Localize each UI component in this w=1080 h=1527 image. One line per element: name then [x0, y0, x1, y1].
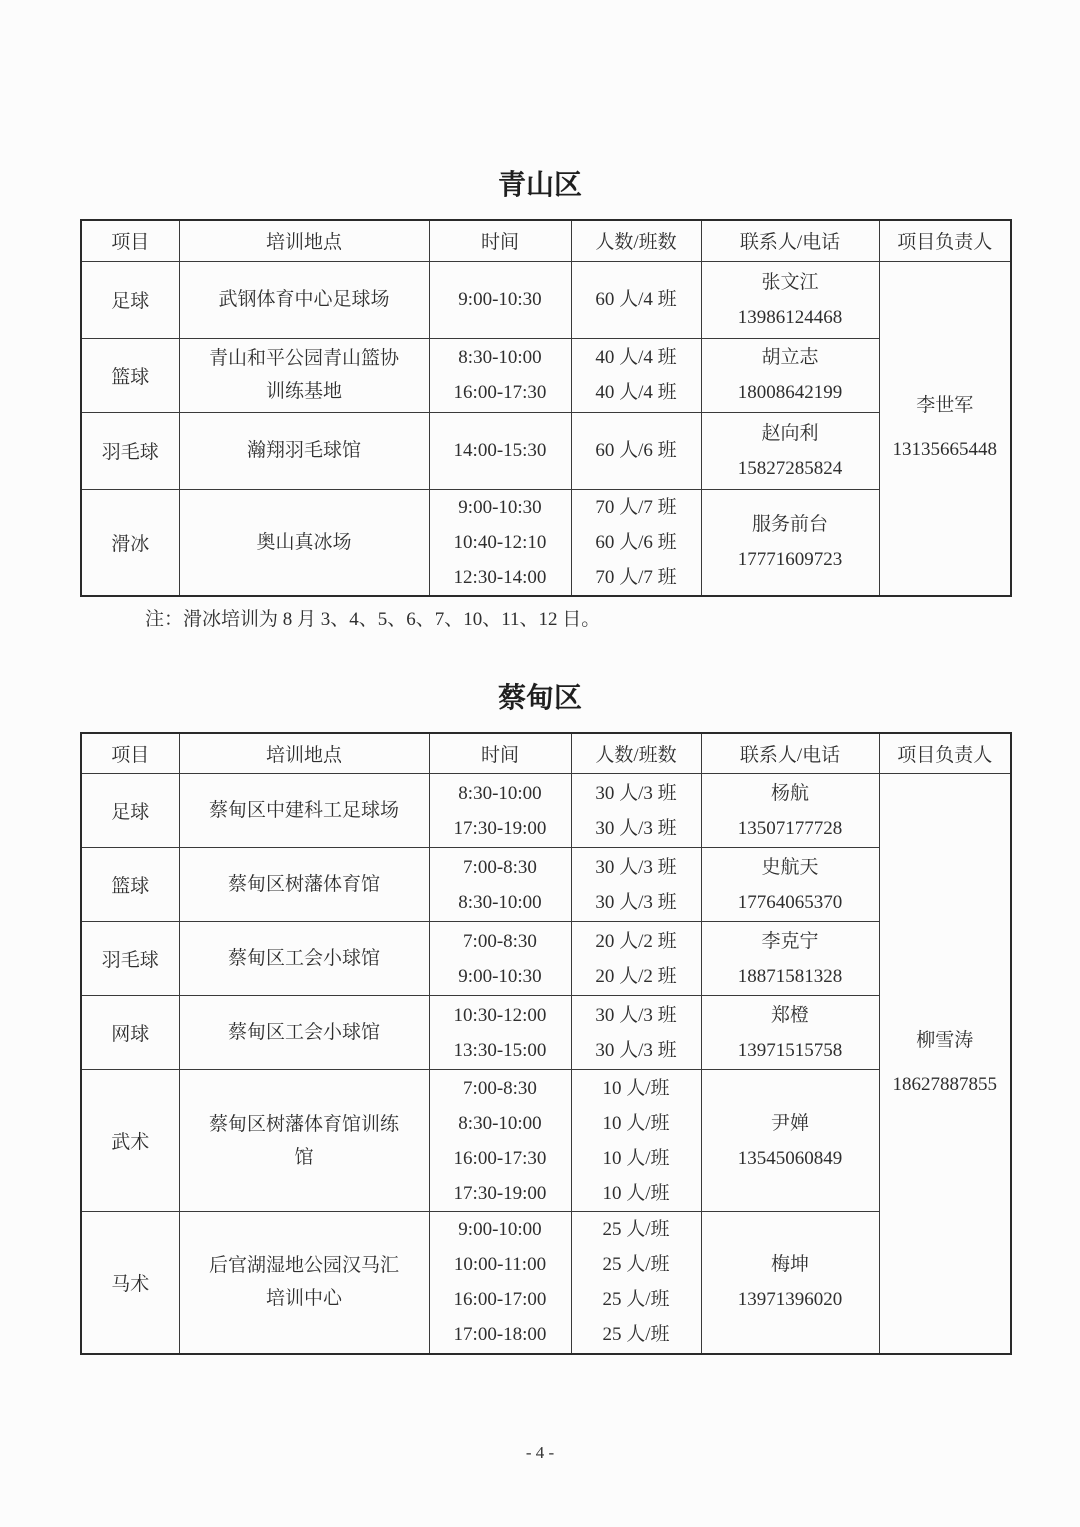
column-header: 联系人/电话 — [701, 220, 879, 261]
contact-cell — [701, 489, 879, 596]
skating-schedule-note: 注：滑冰培训为 8 月 3、4、5、6、7、10、11、12 日。 — [145, 608, 601, 630]
time-cell — [429, 774, 571, 848]
contact-phone: 15827285824 — [737, 457, 843, 479]
location-cell: 蔡甸区树藩体育馆训练馆 — [179, 1070, 429, 1212]
session-capacity: 20 人/2 班 — [595, 930, 677, 952]
contact-cell — [701, 774, 879, 848]
header-row — [81, 733, 1011, 774]
session-time: 7:00-8:30 — [463, 930, 537, 952]
project-cell: 马术 — [81, 1212, 179, 1354]
session-capacity: 60 人/6 班 — [595, 531, 677, 553]
location-cell: 青山和平公园青山篮协训练基地 — [179, 338, 429, 412]
session-capacity: 70 人/7 班 — [595, 566, 677, 588]
column-header: 项目 — [81, 733, 179, 774]
table-row — [81, 338, 1011, 412]
time-cell — [429, 489, 571, 596]
session-time: 16:00-17:30 — [453, 1147, 547, 1169]
page-number: - 4 - — [525, 1442, 555, 1462]
capacity-cell — [571, 338, 701, 412]
contact-name: 史航天 — [761, 856, 819, 878]
session-capacity: 40 人/4 班 — [595, 382, 677, 403]
contact-name: 李克宁 — [761, 930, 819, 952]
contact-phone: 13971396020 — [737, 1289, 843, 1311]
leader-name: 柳雪涛 — [916, 1030, 974, 1052]
session-capacity: 25 人/班 — [602, 1219, 670, 1241]
session-capacity: 25 人/班 — [602, 1254, 670, 1276]
time-cell — [429, 848, 571, 922]
session-capacity: 30 人/3 班 — [595, 782, 677, 804]
leader-name: 李世军 — [916, 395, 974, 416]
project-cell: 网球 — [81, 996, 179, 1070]
session-time: 8:30-10:00 — [458, 891, 542, 913]
contact-name: 服务前台 — [751, 514, 828, 535]
session-capacity: 70 人/7 班 — [595, 496, 677, 518]
session-time: 17:30-19:00 — [453, 817, 547, 839]
table-row — [81, 412, 1011, 489]
contact-cell — [701, 848, 879, 922]
session-capacity: 25 人/班 — [602, 1289, 670, 1311]
project-cell: 羽毛球 — [81, 922, 179, 996]
contact-phone: 13507177728 — [737, 817, 843, 839]
session-capacity: 40 人/4 班 — [595, 347, 677, 368]
contact-phone: 13986124468 — [737, 306, 843, 328]
session-time: 9:00-10:30 — [458, 496, 542, 518]
column-header: 培训地点 — [179, 733, 429, 774]
session-time: 16:00-17:30 — [453, 382, 547, 403]
district-section-qingshan — [0, 168, 1080, 633]
session-time: 13:30-15:00 — [453, 1039, 547, 1061]
header-row — [81, 220, 1011, 261]
session-time: 9:00-10:00 — [458, 1219, 542, 1241]
session-capacity: 30 人/3 班 — [595, 1039, 677, 1061]
column-header: 项目负责人 — [879, 733, 1011, 774]
capacity-cell — [571, 922, 701, 996]
session-time: 9:00-10:30 — [458, 289, 542, 310]
session-capacity: 10 人/班 — [602, 1147, 670, 1169]
time-cell — [429, 261, 571, 338]
session-time: 8:30-10:00 — [458, 1112, 542, 1134]
table-row — [81, 774, 1011, 848]
time-cell — [429, 1070, 571, 1212]
session-capacity: 30 人/3 班 — [595, 1004, 677, 1026]
location-cell: 奥山真冰场 — [179, 489, 429, 596]
capacity-cell — [571, 996, 701, 1070]
session-time: 10:40-12:10 — [453, 531, 547, 553]
time-cell — [429, 996, 571, 1070]
leader-phone: 18627887855 — [892, 1074, 997, 1096]
session-time: 7:00-8:30 — [463, 856, 537, 878]
contact-phone: 17764065370 — [737, 891, 843, 913]
time-cell — [429, 338, 571, 412]
capacity-cell — [571, 774, 701, 848]
table-row — [81, 1070, 1011, 1212]
project-cell: 足球 — [81, 261, 179, 338]
session-time: 16:00-17:00 — [453, 1289, 547, 1311]
session-capacity: 60 人/6 班 — [595, 440, 677, 461]
contact-name: 胡立志 — [761, 347, 819, 368]
location-cell: 蔡甸区工会小球馆 — [179, 922, 429, 996]
session-time: 12:30-14:00 — [453, 566, 547, 588]
table-row — [81, 996, 1011, 1070]
capacity-cell — [571, 1212, 701, 1354]
capacity-cell — [571, 489, 701, 596]
table-row — [81, 489, 1011, 596]
session-capacity: 30 人/3 班 — [595, 891, 677, 913]
session-capacity: 60 人/4 班 — [595, 289, 677, 310]
column-header: 时间 — [429, 220, 571, 261]
contact-cell — [701, 261, 879, 338]
column-header: 项目负责人 — [879, 220, 1011, 261]
contact-cell — [701, 338, 879, 412]
session-time: 17:30-19:00 — [453, 1182, 547, 1204]
capacity-cell — [571, 1070, 701, 1212]
district-title-caidian: 蔡甸区 — [497, 682, 582, 714]
column-header: 培训地点 — [179, 220, 429, 261]
contact-phone: 18008642199 — [737, 382, 843, 403]
district-title-qingshan: 青山区 — [497, 170, 582, 201]
column-header: 人数/班数 — [571, 220, 701, 261]
table-row — [81, 848, 1011, 922]
leader-cell — [879, 261, 1011, 596]
session-time: 14:00-15:30 — [453, 440, 547, 461]
location-cell: 瀚翔羽毛球馆 — [179, 412, 429, 489]
session-capacity: 25 人/班 — [602, 1324, 670, 1346]
session-capacity: 10 人/班 — [602, 1112, 670, 1134]
table-row — [81, 261, 1011, 338]
column-header: 人数/班数 — [571, 733, 701, 774]
time-cell — [429, 1212, 571, 1354]
column-header: 项目 — [81, 220, 179, 261]
session-capacity: 30 人/3 班 — [595, 856, 677, 878]
contact-cell — [701, 1212, 879, 1354]
contact-phone: 13545060849 — [737, 1147, 843, 1169]
session-time: 8:30-10:00 — [458, 782, 542, 804]
contact-name: 梅坤 — [770, 1254, 809, 1276]
contact-name: 尹婵 — [770, 1112, 809, 1134]
contact-cell — [701, 1070, 879, 1212]
location-cell: 武钢体育中心足球场 — [179, 261, 429, 338]
table-row — [81, 922, 1011, 996]
time-cell — [429, 412, 571, 489]
location-cell: 后官湖湿地公园汉马汇培训中心 — [179, 1212, 429, 1354]
project-cell: 羽毛球 — [81, 412, 179, 489]
capacity-cell — [571, 848, 701, 922]
project-cell: 篮球 — [81, 848, 179, 922]
session-capacity: 20 人/2 班 — [595, 965, 677, 987]
session-time: 17:00-18:00 — [453, 1324, 547, 1346]
location-cell: 蔡甸区中建科工足球场 — [179, 774, 429, 848]
column-header: 联系人/电话 — [701, 733, 879, 774]
session-time: 10:30-12:00 — [453, 1004, 547, 1026]
district-section-caidian — [0, 681, 1080, 1355]
project-cell: 武术 — [81, 1070, 179, 1212]
session-time: 9:00-10:30 — [458, 965, 542, 987]
contact-phone: 13971515758 — [737, 1039, 843, 1061]
contact-name: 杨航 — [770, 782, 809, 804]
session-time: 7:00-8:30 — [463, 1077, 537, 1099]
contact-name: 郑橙 — [770, 1004, 809, 1026]
location-cell: 蔡甸区树藩体育馆 — [179, 848, 429, 922]
contact-cell — [701, 922, 879, 996]
contact-cell — [701, 996, 879, 1070]
session-time: 10:00-11:00 — [453, 1254, 547, 1276]
leader-cell — [879, 774, 1011, 1354]
project-cell: 篮球 — [81, 338, 179, 412]
leader-phone: 13135665448 — [892, 439, 997, 460]
table-row — [81, 1212, 1011, 1354]
session-capacity: 10 人/班 — [602, 1182, 670, 1204]
capacity-cell — [571, 412, 701, 489]
contact-phone: 17771609723 — [737, 549, 843, 570]
contact-cell — [701, 412, 879, 489]
column-header: 时间 — [429, 733, 571, 774]
location-cell: 蔡甸区工会小球馆 — [179, 996, 429, 1070]
contact-name: 张文江 — [761, 271, 819, 293]
session-capacity: 30 人/3 班 — [595, 817, 677, 839]
project-cell: 滑冰 — [81, 489, 179, 596]
session-time: 8:30-10:00 — [458, 347, 542, 368]
page-footer — [0, 1443, 1080, 1463]
capacity-cell — [571, 261, 701, 338]
training-table-qingshan — [80, 219, 1012, 597]
contact-phone: 18871581328 — [737, 965, 843, 987]
session-capacity: 10 人/班 — [602, 1077, 670, 1099]
time-cell — [429, 922, 571, 996]
project-cell: 足球 — [81, 774, 179, 848]
contact-name: 赵向利 — [761, 422, 819, 444]
training-table-caidian — [80, 732, 1012, 1355]
